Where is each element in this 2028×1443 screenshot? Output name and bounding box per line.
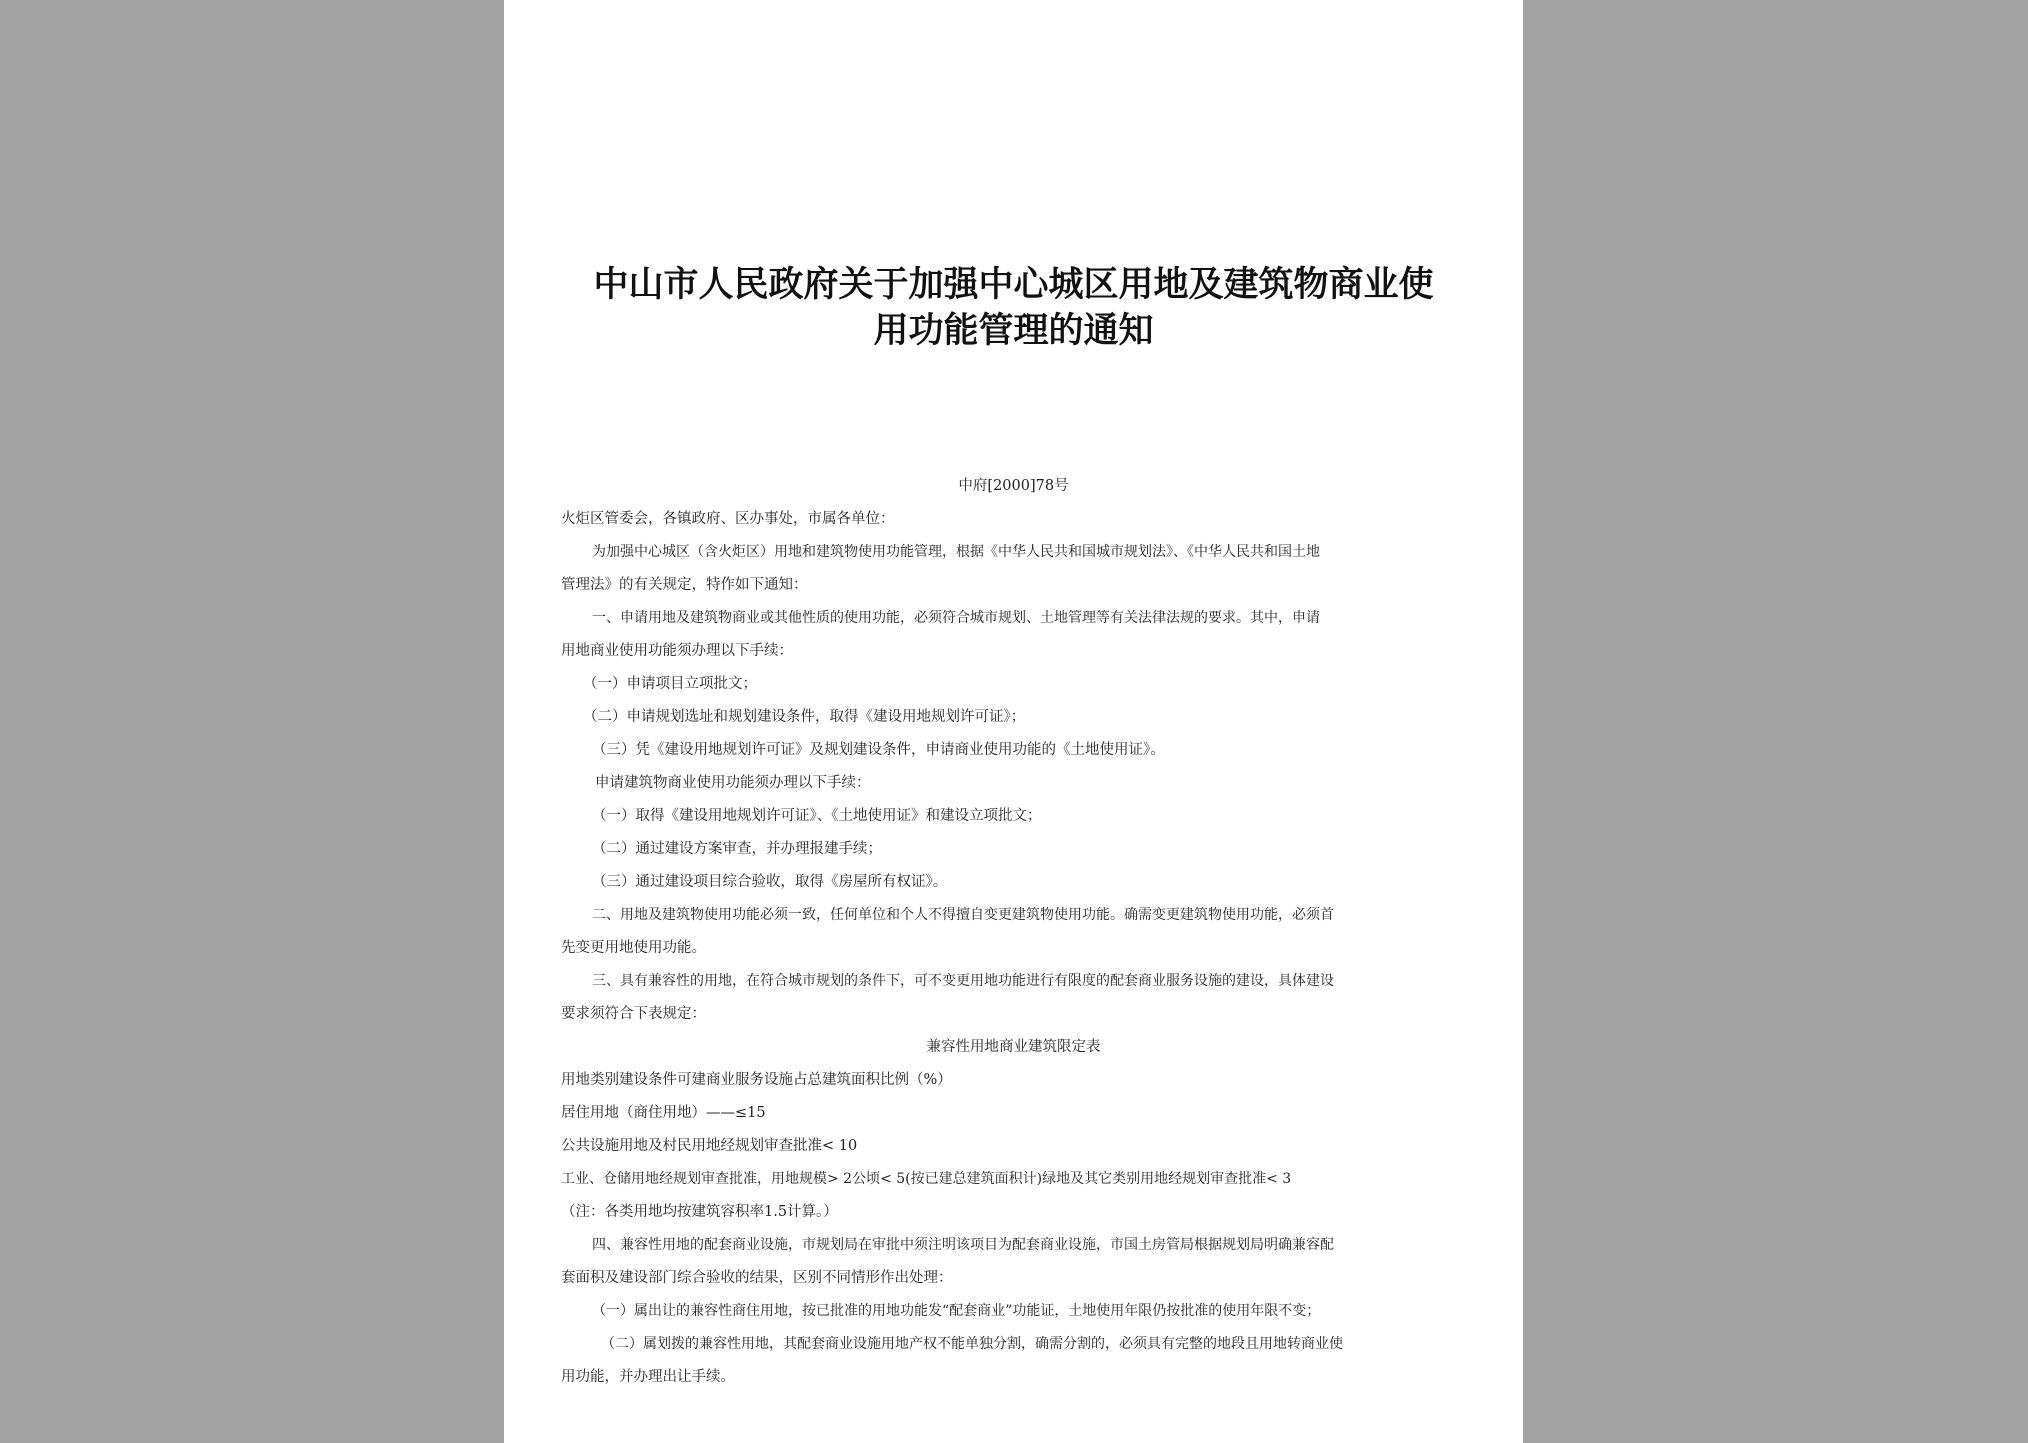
table-row: 公共设施用地及村民用地经规划审查批准< 10 — [561, 1138, 858, 1154]
document-title — [544, 262, 1483, 354]
table-note: （注：各类用地均按建筑容积率1.5计算。） — [561, 1204, 838, 1220]
paragraph-line: 二、用地及建筑物使用功能必须一致，任何单位和个人不得擅自变更建筑物使用功能。确需变更建筑物使用功能，必须首 — [592, 907, 1334, 923]
paragraph-line: 先变更用地使用功能。 — [561, 940, 706, 956]
paragraph-line: 三、具有兼容性的用地，在符合城市规划的条件下，可不变更用地功能进行有限度的配套商业服务设施的建设，具体建设 — [592, 973, 1334, 989]
addressee: 火炬区管委会，各镇政府、区办事处，市属各单位： — [561, 511, 895, 527]
list-item: （二）通过建设方案审查，并办理报建手续； — [592, 841, 882, 857]
list-item: （三）凭《建设用地规划许可证》及规划建设条件，申请商业使用功能的《土地使用证》。 — [592, 742, 1165, 758]
list-item: （一）取得《建设用地规划许可证》、《土地使用证》和建设立项批文； — [592, 808, 1042, 824]
list-item: （二）申请规划选址和规划建设条件，取得《建设用地规划许可证》； — [583, 709, 1026, 725]
paragraph-line: 要求须符合下表规定： — [561, 1006, 706, 1022]
paragraph-line: 申请建筑物商业使用功能须办理以下手续： — [595, 775, 871, 791]
table-header-row: 用地类别建设条件可建商业服务设施占总建筑面积比例（%） — [561, 1072, 952, 1088]
paragraph-line: 管理法》的有关规定，特作如下通知： — [561, 577, 808, 593]
list-item: （二）属划拨的兼容性用地，其配套商业设施用地产权不能单独分割，确需分割的，必须具有完整的地段且用地转商业使 — [601, 1336, 1343, 1352]
table-row: 居住用地（商住用地）——≤15 — [561, 1105, 766, 1121]
list-item: （一）属出让的兼容性商住用地，按已批准的用地功能发“配套商业”功能证，土地使用年限仍按批准的使用年限不变； — [592, 1303, 1321, 1319]
paragraph-line: 套面积及建设部门综合验收的结果，区别不同情形作出处理： — [561, 1270, 953, 1286]
paragraph-line: 四、兼容性用地的配套商业设施，市规划局在审批中须注明该项目为配套商业设施，市国土房管局根据规划局明确兼容配 — [592, 1237, 1334, 1253]
paragraph-line: 用功能，并办理出让手续。 — [561, 1369, 735, 1385]
document-number: 中府[2000]78号 — [958, 478, 1069, 494]
paragraph-line: 一、申请用地及建筑物商业或其他性质的使用功能，必须符合城市规划、土地管理等有关法律法规的要求。其中，申请 — [592, 610, 1320, 626]
document-page — [504, 0, 1523, 1443]
table-caption: 兼容性用地商业建筑限定表 — [926, 1039, 1101, 1055]
table-row: 工业、仓储用地经规划审查批准，用地规模> 2公顷< 5(按已建总建筑面积计)绿地及其它类别用地经规划审查批准< 3 — [561, 1171, 1292, 1187]
list-item: （三）通过建设项目综合验收，取得《房屋所有权证》。 — [592, 874, 948, 890]
paragraph-line: 用地商业使用功能须办理以下手续： — [561, 643, 793, 659]
title-line: 用功能管理的通知 — [873, 310, 1154, 351]
list-item: （一）申请项目立项批文； — [583, 676, 757, 692]
paragraph-line: 为加强中心城区（含火炬区）用地和建筑物使用功能管理，根据《中华人民共和国城市规划法》、《中华人民共和国土地 — [592, 544, 1320, 560]
title-line: 中山市人民政府关于加强中心城区用地及建筑物商业使 — [593, 264, 1434, 305]
